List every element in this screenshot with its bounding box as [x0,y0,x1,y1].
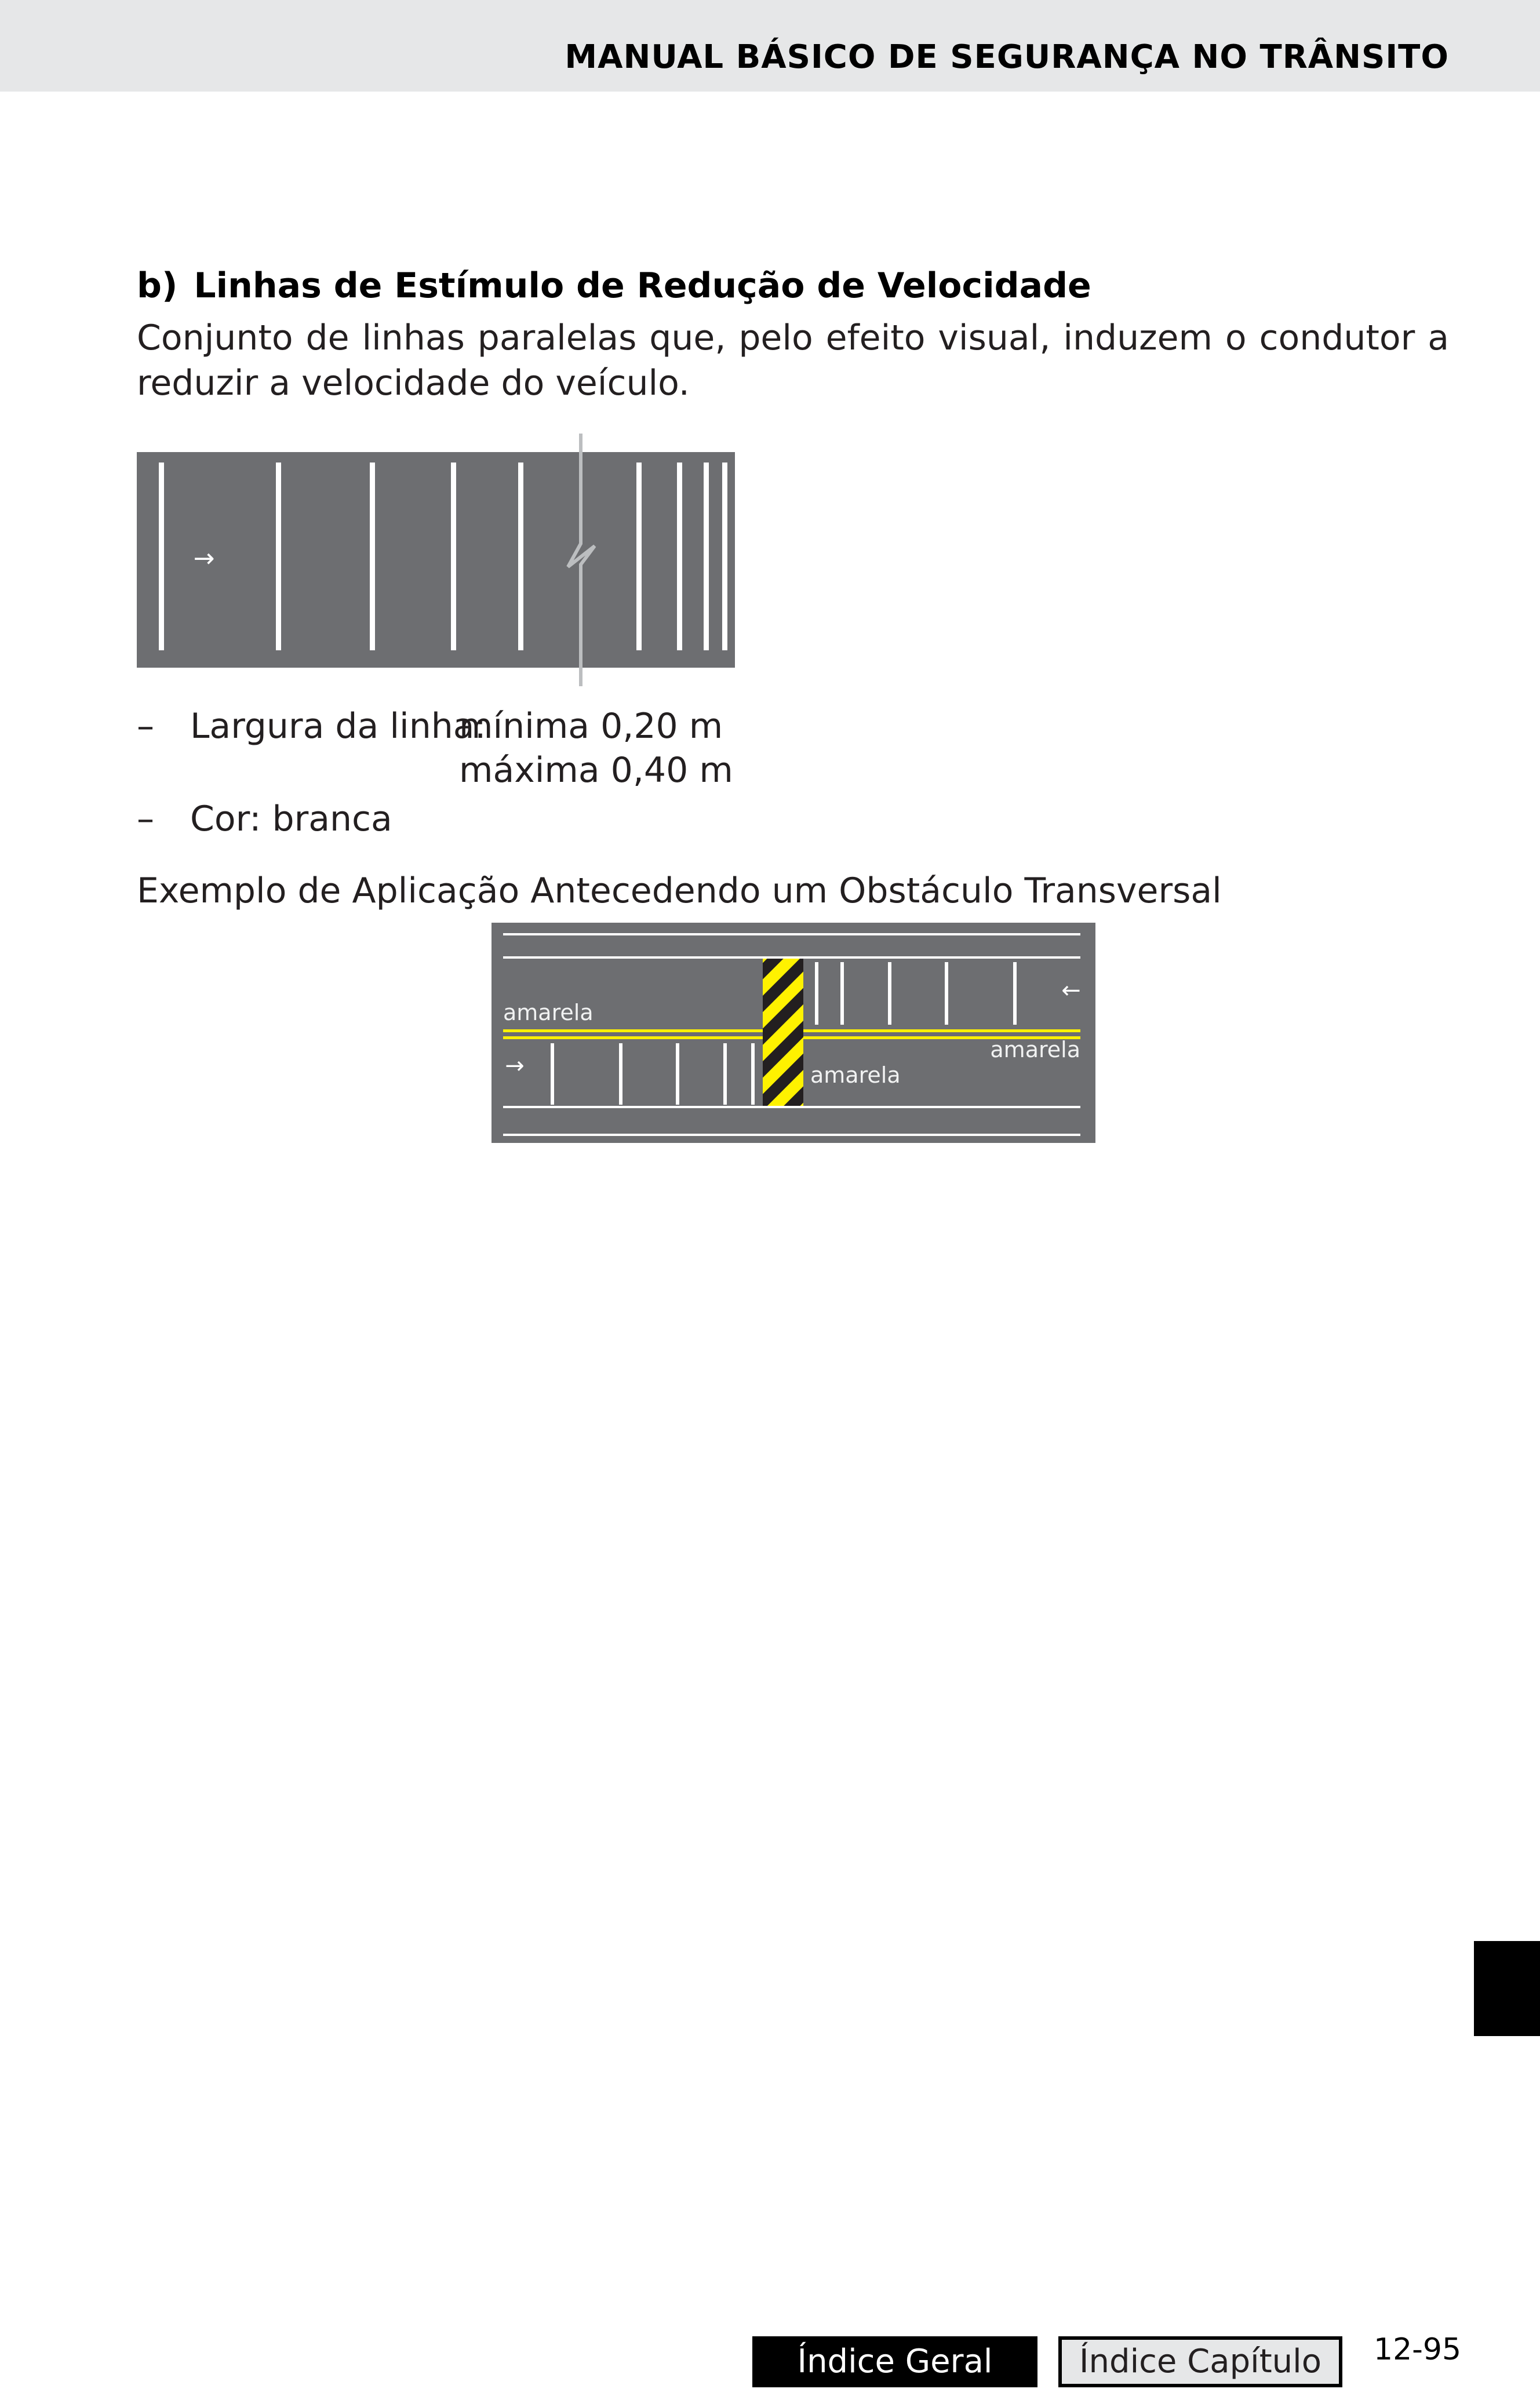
transverse-line [518,463,523,650]
spec-dash: – [137,706,154,747]
chapter-tab [1474,1941,1540,2036]
header-title: MANUAL BÁSICO DE SEGURANÇA NO TRÂNSITO [565,38,1449,76]
transverse-line [704,463,709,650]
obstacle-hatch [763,959,803,1106]
transverse-line [370,463,375,650]
transverse-line [159,463,164,650]
section-description: Conjunto de linhas paralelas que, pelo efeito visual, induzem o condutor a reduzir a velocidade do veículo. [137,318,1449,403]
transverse-line [451,463,456,650]
section-title: Linhas de Estímulo de Redução de Velocidade [194,265,1091,306]
arrow-east-icon: → [505,1053,525,1079]
spec-dash: – [137,799,154,839]
transverse-line [722,463,727,650]
road-surface [137,452,735,668]
label-yellow-right: amarela [990,1037,1080,1062]
spec-color: Cor: branca [190,799,392,839]
spec-width-max: máxima 0,40 m [459,750,733,791]
transverse-line [636,463,642,650]
example-title: Exemplo de Aplicação Antecedendo um Obstáculo Transversal [137,871,1222,911]
page-number: 12-95 [1374,2332,1462,2367]
spec-width-min: mínima 0,20 m [459,706,723,747]
section-heading [137,265,1091,306]
speed-reduction-lines-diagram [137,434,740,686]
indice-capitulo-button[interactable]: Índice Capítulo [1058,2336,1342,2387]
direction-arrow: → [193,544,215,573]
transverse-line [276,463,281,650]
label-yellow-left: amarela [503,1000,594,1025]
indice-geral-button[interactable]: Índice Geral [752,2336,1037,2387]
transverse-obstacle-diagram [492,923,1095,1143]
spec-width-label: Largura da linha: [190,706,486,747]
arrow-west-icon: ← [1061,977,1081,1004]
label-hatch: amarela [810,1062,901,1088]
section-marker: b) [137,265,178,306]
transverse-line [677,463,682,650]
